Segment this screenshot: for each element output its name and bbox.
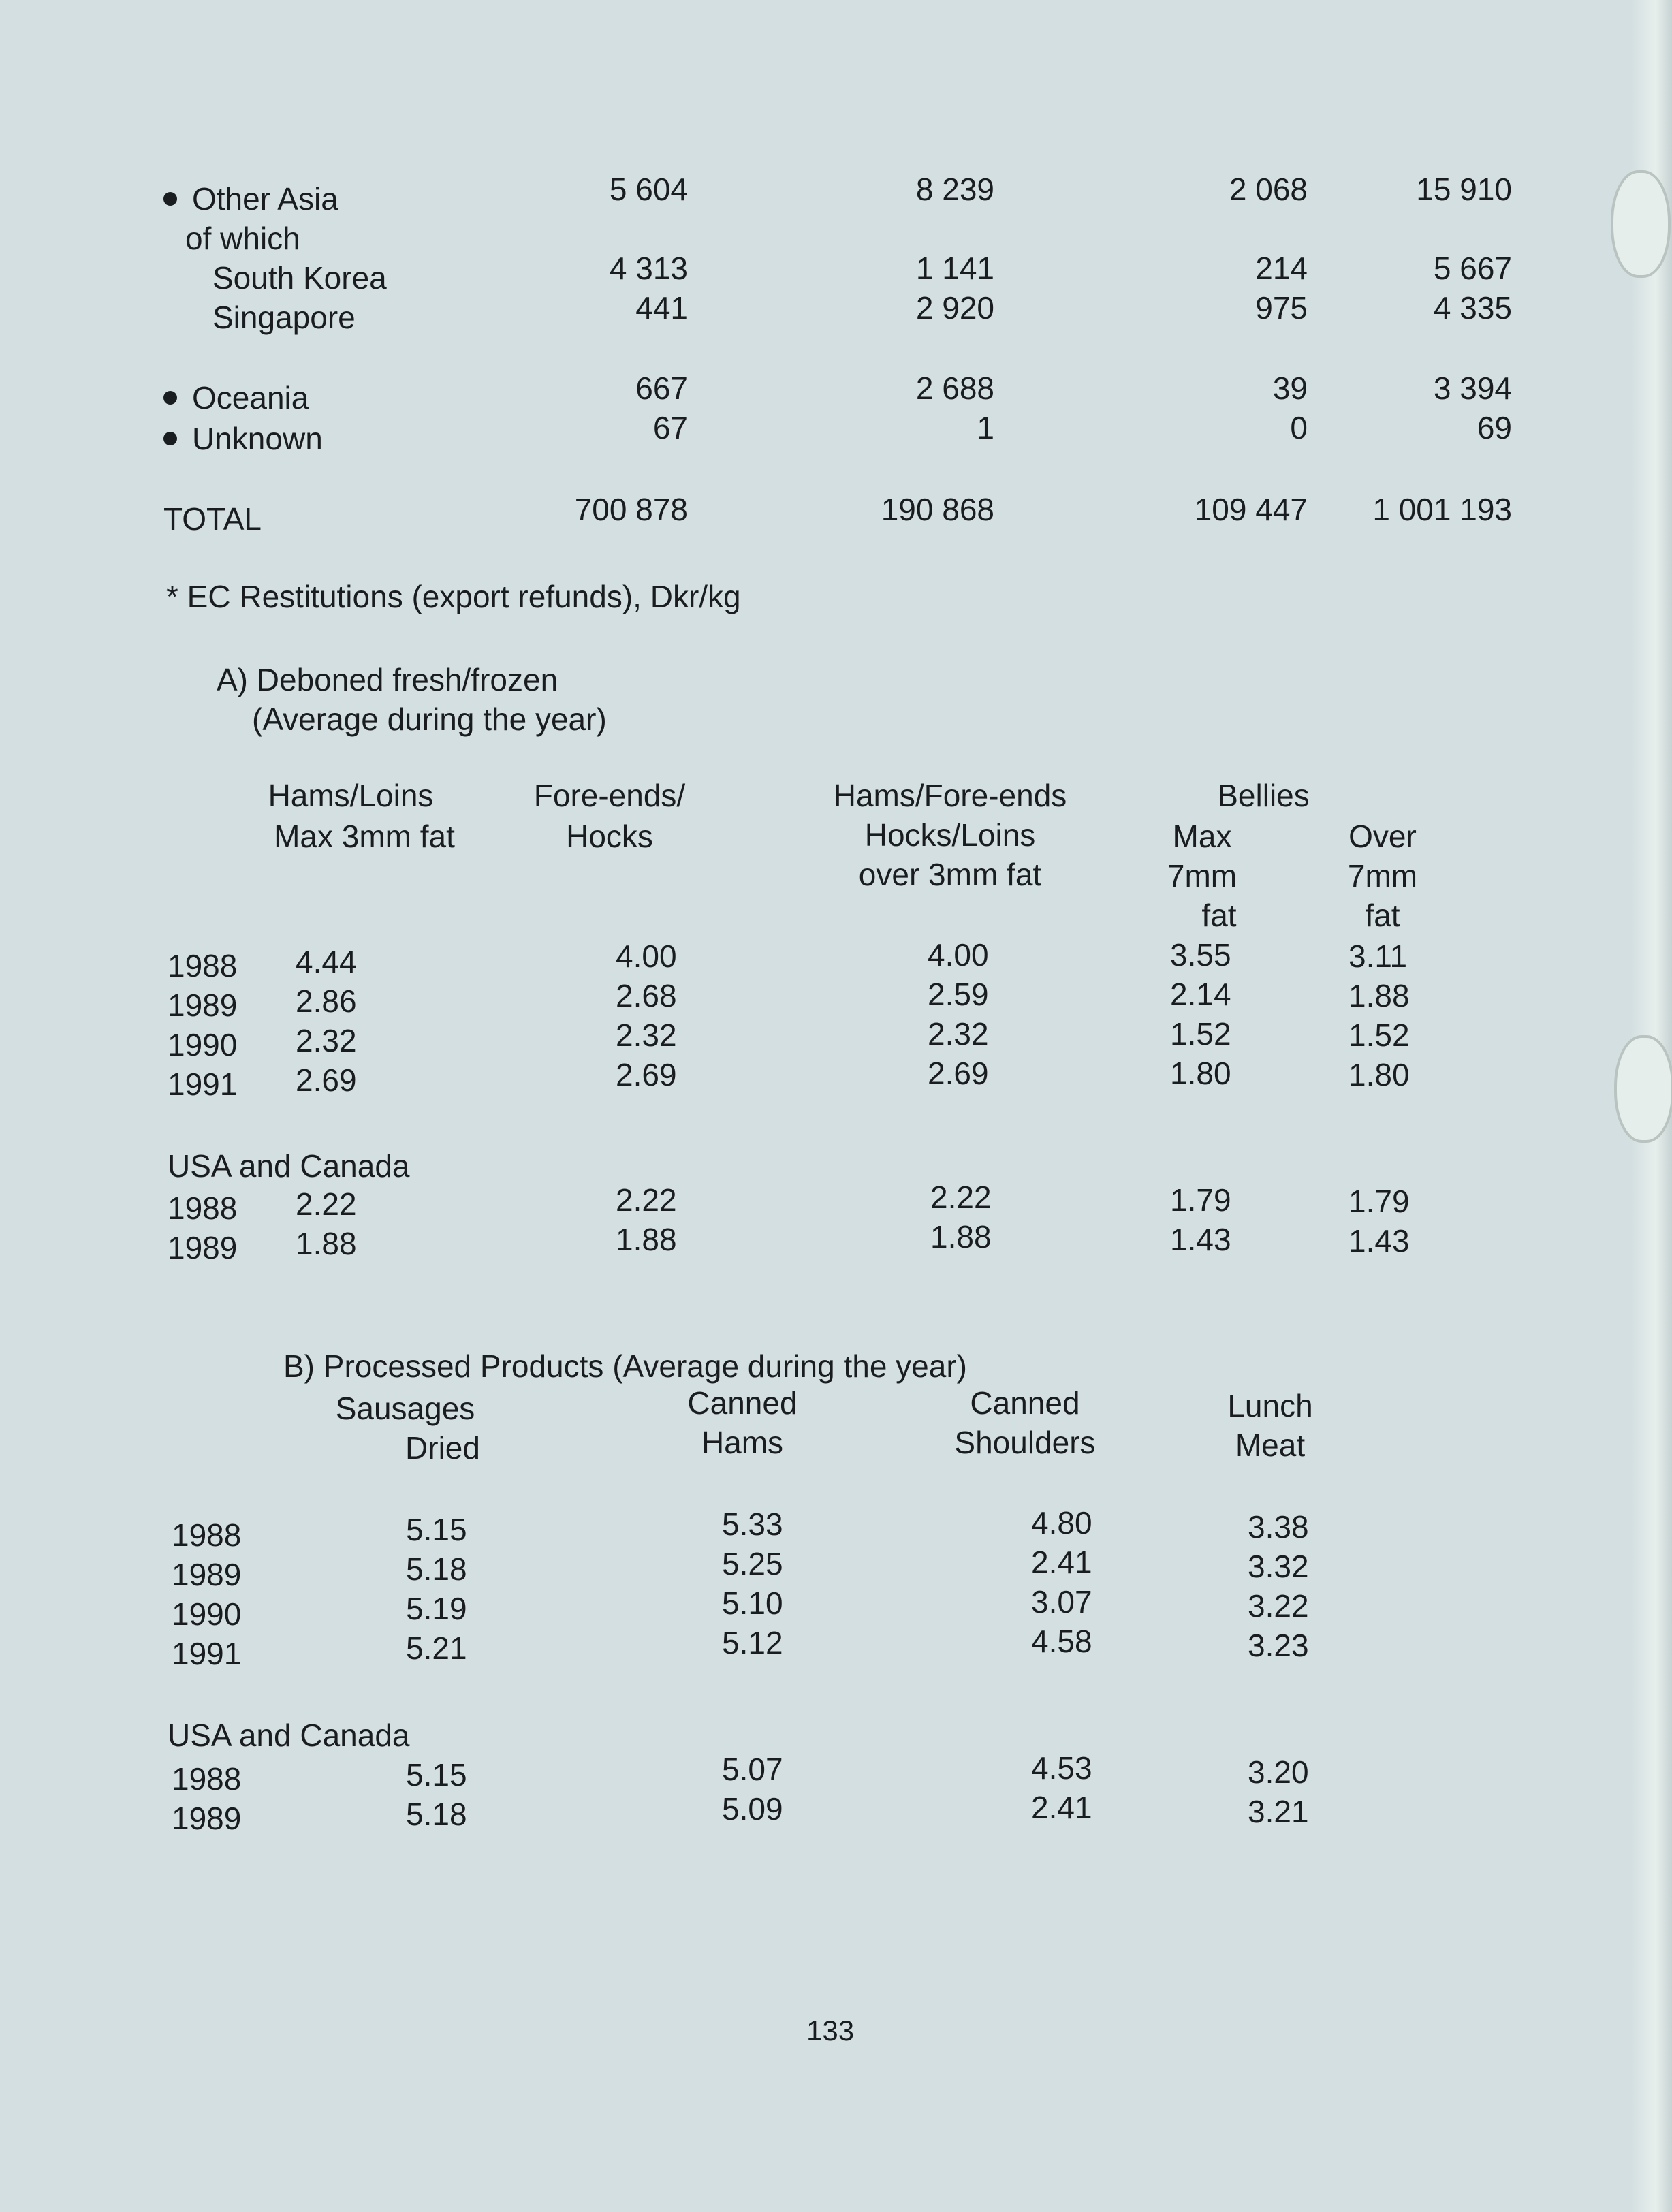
- year-label: 1988: [168, 948, 238, 983]
- header-hocks: Hocks: [566, 819, 653, 854]
- header-canned-shoulders: Canned: [970, 1385, 1080, 1421]
- cell: 3.20: [1248, 1754, 1309, 1790]
- cell: 5.25: [722, 1546, 783, 1581]
- cell: 1: [977, 410, 994, 445]
- bullet-icon: [163, 432, 177, 445]
- cell: 4.53: [1031, 1750, 1092, 1786]
- header-lunch: Lunch: [1227, 1388, 1313, 1423]
- cell: 5 604: [609, 172, 688, 207]
- cell: 3.32: [1248, 1549, 1309, 1584]
- header-fat: fat: [1201, 898, 1237, 933]
- cell: 1.52: [1170, 1016, 1231, 1052]
- bullet-icon: [163, 391, 177, 405]
- cell: 2.32: [928, 1016, 989, 1052]
- cell: 3.11: [1348, 938, 1408, 974]
- cell: 441: [635, 290, 688, 326]
- cell: 1.43: [1170, 1222, 1231, 1257]
- year-label: 1990: [172, 1596, 242, 1632]
- cell: 1.88: [296, 1226, 357, 1261]
- cell: 5.12: [722, 1625, 783, 1660]
- cell: 700 878: [574, 492, 688, 527]
- cell: 2 688: [915, 370, 994, 406]
- cell: 975: [1255, 290, 1308, 326]
- cell: 1.43: [1348, 1223, 1410, 1259]
- header-7mm: 7mm: [1347, 858, 1418, 894]
- restitutions-title: * EC Restitutions (export refunds), Dkr/kg: [166, 579, 741, 614]
- cell: 3.21: [1248, 1794, 1309, 1829]
- cell: 2.69: [296, 1062, 357, 1098]
- header-hams: Hams: [701, 1425, 784, 1460]
- year-label: 1991: [168, 1066, 238, 1102]
- cell: 1 001 193: [1372, 492, 1512, 527]
- cell: 3.23: [1248, 1628, 1309, 1663]
- cell: 109 447: [1194, 492, 1308, 527]
- header-max: Max: [1172, 819, 1232, 854]
- year-label: 1988: [172, 1517, 242, 1553]
- cell: 1.79: [1348, 1184, 1410, 1219]
- cell: 1.88: [616, 1222, 677, 1257]
- cell: 5.18: [406, 1797, 467, 1832]
- section-a-subtitle: (Average during the year): [252, 701, 607, 737]
- header-over: Over: [1348, 819, 1417, 854]
- year-label: 1990: [168, 1027, 238, 1062]
- cell: 5.18: [406, 1551, 467, 1587]
- row-label-total: TOTAL: [163, 501, 262, 537]
- cell: 5.09: [722, 1791, 783, 1827]
- cell: 5.21: [406, 1630, 467, 1666]
- year-label: 1989: [172, 1801, 242, 1836]
- cell: 4.00: [616, 938, 677, 974]
- row-label-singapore: Singapore: [212, 300, 356, 335]
- cell: 2.22: [930, 1180, 992, 1215]
- header-fat: fat: [1365, 898, 1400, 933]
- row-label-other-asia: Other Asia: [163, 180, 338, 218]
- cell: 2.68: [616, 978, 677, 1013]
- cell: 1 141: [915, 251, 994, 286]
- cell: 15 910: [1416, 172, 1512, 207]
- header-hams-fore-ends: Hams/Fore-ends: [833, 778, 1067, 813]
- cell: 5 667: [1433, 251, 1512, 286]
- cell: 190 868: [881, 492, 994, 527]
- cell: 5.33: [722, 1506, 783, 1542]
- cell: 4 335: [1433, 290, 1512, 326]
- cell: 2.32: [616, 1017, 677, 1053]
- cell: 4.44: [296, 944, 357, 979]
- year-label: 1989: [168, 1230, 238, 1265]
- binder-hole-top: [1611, 170, 1671, 278]
- usa-canada-label: USA and Canada: [168, 1148, 410, 1184]
- header-dried: Dried: [405, 1430, 480, 1466]
- cell: 3 394: [1433, 370, 1512, 406]
- cell: 2.14: [1170, 977, 1231, 1012]
- cell: 667: [635, 370, 688, 406]
- row-label-oceania: Oceania: [163, 379, 309, 417]
- cell: 2 068: [1229, 172, 1308, 207]
- header-bellies: Bellies: [1217, 778, 1310, 813]
- year-label: 1989: [172, 1557, 242, 1592]
- cell: 2.59: [928, 977, 989, 1012]
- cell: 39: [1272, 370, 1308, 406]
- row-label-unknown: Unknown: [163, 420, 323, 458]
- row-label-south-korea: South Korea: [212, 260, 387, 296]
- cell: 5.10: [722, 1585, 783, 1621]
- cell: 5.19: [406, 1591, 467, 1626]
- cell: 4.00: [928, 937, 989, 973]
- cell: 3.07: [1031, 1584, 1092, 1620]
- cell: 3.38: [1248, 1509, 1309, 1545]
- year-label: 1988: [172, 1761, 242, 1797]
- cell: 1.88: [1348, 978, 1410, 1013]
- header-hocks-loins: Hocks/Loins: [864, 817, 1036, 853]
- year-label: 1989: [168, 988, 238, 1023]
- cell: 2.41: [1031, 1790, 1092, 1825]
- cell: 5.15: [406, 1757, 467, 1792]
- page-number: 133: [806, 2014, 855, 2047]
- cell: 1.52: [1348, 1017, 1410, 1053]
- header-shoulders: Shoulders: [954, 1425, 1096, 1460]
- header-canned-hams: Canned: [687, 1385, 798, 1421]
- binder-hole-middle: [1614, 1035, 1672, 1143]
- header-meat: Meat: [1235, 1427, 1306, 1463]
- cell: 2.22: [296, 1186, 357, 1222]
- cell: 3.22: [1248, 1588, 1309, 1624]
- cell: 2.32: [296, 1023, 357, 1058]
- usa-canada-label: USA and Canada: [168, 1718, 410, 1753]
- cell: 3.55: [1170, 937, 1231, 973]
- cell: 1.79: [1170, 1182, 1231, 1218]
- cell: 1.80: [1170, 1056, 1231, 1091]
- cell: 0: [1290, 410, 1308, 445]
- header-fore-ends: Fore-ends/: [533, 778, 686, 813]
- cell: 214: [1255, 251, 1308, 286]
- cell: 4.58: [1031, 1624, 1092, 1659]
- cell: 2 920: [915, 290, 994, 326]
- cell: 69: [1477, 410, 1512, 445]
- cell: 5.07: [722, 1752, 783, 1787]
- year-label: 1988: [168, 1190, 238, 1226]
- cell: 2.22: [616, 1182, 677, 1218]
- cell: 2.69: [616, 1057, 677, 1092]
- header-over-3mm: over 3mm fat: [858, 857, 1042, 892]
- header-hams-loins: Hams/Loins: [268, 778, 434, 813]
- header-7mm: 7mm: [1167, 858, 1237, 894]
- cell: 4 313: [609, 251, 688, 286]
- header-sausages: Sausages: [335, 1391, 475, 1426]
- cell: 5.15: [406, 1512, 467, 1547]
- section-a-title: A) Deboned fresh/frozen: [217, 662, 558, 697]
- cell: 8 239: [915, 172, 994, 207]
- bullet-icon: [163, 192, 177, 206]
- cell: 2.69: [928, 1056, 989, 1091]
- cell: 1.88: [930, 1219, 992, 1254]
- header-max-3mm: Max 3mm fat: [274, 819, 455, 854]
- cell: 4.80: [1031, 1505, 1092, 1540]
- row-label-of-which: of which: [185, 221, 300, 256]
- cell: 2.86: [296, 983, 357, 1019]
- cell: 2.41: [1031, 1545, 1092, 1580]
- cell: 1.80: [1348, 1057, 1410, 1092]
- section-b-title: B) Processed Products (Average during the year): [283, 1348, 967, 1384]
- cell: 67: [652, 410, 688, 445]
- year-label: 1991: [172, 1636, 242, 1671]
